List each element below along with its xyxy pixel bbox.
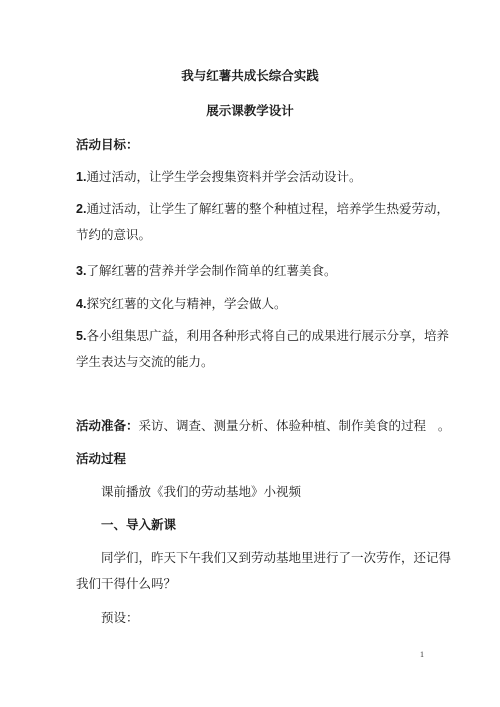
section-1-paragraph-line-2: 我们干得什么吗？ bbox=[76, 576, 177, 591]
objective-item-2-continued: 节约的意识。 bbox=[76, 227, 152, 242]
preset-label: 预设： bbox=[101, 610, 139, 625]
process-heading: 活动过程 bbox=[76, 451, 127, 466]
objective-item-2 bbox=[76, 201, 449, 217]
pre-class-line: 课前播放《我们的劳动基地》小视频 bbox=[101, 484, 302, 499]
document-subtitle: 展示课教学设计 bbox=[206, 103, 294, 118]
preparation-label: 活动准备： bbox=[76, 418, 139, 433]
objective-text: 通过活动，让学生了解红薯的整个种植过程，培养学生热爱劳动， bbox=[86, 201, 449, 216]
objective-item-4 bbox=[76, 296, 286, 312]
objective-number: 3. bbox=[76, 264, 87, 278]
preparation-line bbox=[76, 418, 450, 434]
objective-number: 5. bbox=[76, 329, 87, 343]
objective-text: 各小组集思广益，利用各种形式将自己的成果进行展示分享，培养 bbox=[86, 328, 449, 343]
objective-text: 了解红薯的营养并学会制作简单的红薯美食。 bbox=[86, 263, 337, 278]
objective-item-5 bbox=[76, 328, 449, 344]
objective-text: 探究红薯的文化与精神，学会做人。 bbox=[86, 296, 287, 311]
preparation-text: 采访、调查、测量分析、体验种植、制作美食的过程 。 bbox=[138, 418, 451, 433]
page-number: 1 bbox=[420, 650, 424, 659]
objective-number: 1. bbox=[76, 170, 87, 184]
objective-text: 通过活动，让学生学会搜集资料并学会活动设计。 bbox=[86, 169, 362, 184]
objectives-heading: 活动目标： bbox=[76, 137, 139, 152]
objective-item-5-continued: 学生表达与交流的能力。 bbox=[76, 354, 214, 369]
document-title: 我与红薯共成长综合实践 bbox=[181, 68, 319, 83]
objective-number: 2. bbox=[76, 202, 87, 216]
objective-item-3 bbox=[76, 263, 336, 279]
objective-number: 4. bbox=[76, 297, 87, 311]
objective-item-1 bbox=[76, 169, 361, 185]
section-1-paragraph-line-1: 同学们，昨天下午我们又到劳动基地里进行了一次劳作，还记得 bbox=[101, 550, 452, 565]
section-1-heading: 一、导入新课 bbox=[101, 517, 177, 532]
